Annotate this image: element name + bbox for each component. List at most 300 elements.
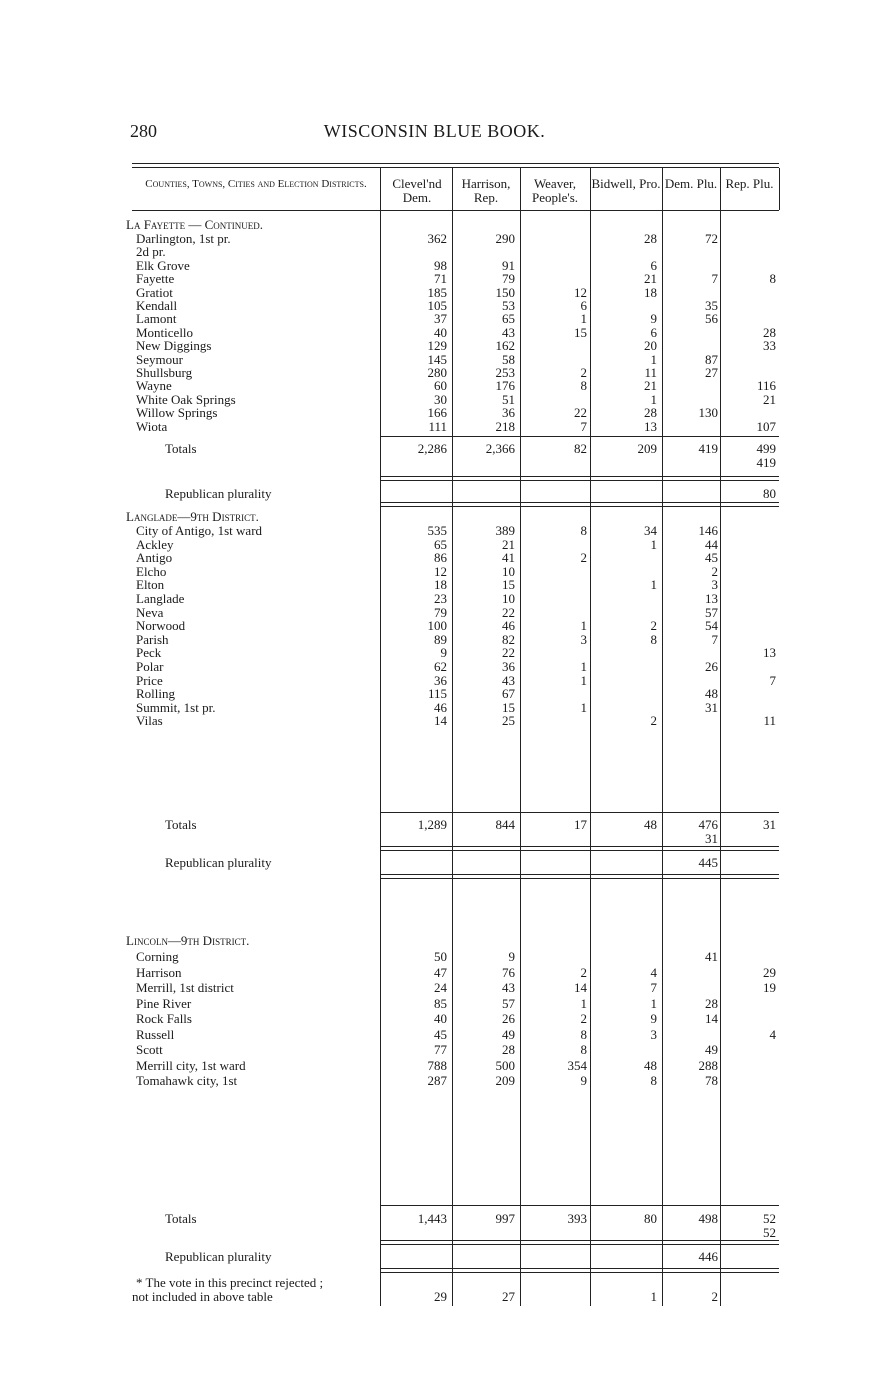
table-row — [0, 1059, 869, 1073]
table-row — [0, 966, 869, 980]
cell-4: 8 — [650, 632, 657, 647]
section-rule — [380, 812, 779, 813]
table-row — [0, 339, 869, 353]
cell-4: 7 — [650, 980, 657, 995]
cell-5: 419 — [698, 441, 718, 456]
cell-3: 393 — [567, 1211, 587, 1226]
row-label: Wayne — [136, 378, 172, 393]
section-title-text: La Fayette — Continued. — [126, 217, 263, 232]
cell-1: 788 — [427, 1058, 447, 1073]
cell-5: 7 — [711, 271, 718, 286]
cell-1: 129 — [427, 338, 447, 353]
cell-1: 40 — [434, 325, 447, 340]
totals-extra-value: 31 — [705, 831, 718, 846]
cell-1: 14 — [434, 713, 447, 728]
cell-3: 12 — [574, 285, 587, 300]
cell-1: 47 — [434, 965, 447, 980]
cell-1: 185 — [427, 285, 447, 300]
section-title — [0, 934, 869, 948]
cell-2: 500 — [495, 1058, 515, 1073]
cell-2: 53 — [502, 298, 515, 313]
table-row — [0, 592, 869, 606]
table-row — [0, 660, 869, 674]
totals-row — [0, 1212, 869, 1226]
cell-3: 2 — [580, 965, 587, 980]
cell-2: 253 — [495, 365, 515, 380]
cell-2: 15 — [502, 700, 515, 715]
table-row — [0, 950, 869, 964]
table-row — [0, 551, 869, 565]
cell-4: 4 — [650, 965, 657, 980]
section-title-text: Lincoln—9th District. — [126, 933, 250, 948]
cell-3: 8 — [580, 1042, 587, 1057]
cell-4: 9 — [650, 311, 657, 326]
cell-3: 17 — [574, 817, 587, 832]
cell-2: 22 — [502, 605, 515, 620]
cell-1: 18 — [434, 577, 447, 592]
cell-3: 1 — [580, 311, 587, 326]
cell-6: 52 — [763, 1211, 776, 1226]
cell-2: 43 — [502, 325, 515, 340]
row-label: Elton — [136, 577, 165, 592]
cell-2: 67 — [502, 686, 515, 701]
totals-row — [0, 442, 869, 456]
cell-5: 288 — [698, 1058, 718, 1073]
row-label: City of Antigo, 1st ward — [136, 523, 263, 538]
cell-3: 354 — [567, 1058, 587, 1073]
row-label: Harrison — [136, 965, 182, 980]
row-label: Merrill, 1st district — [136, 980, 234, 995]
section-title — [0, 510, 869, 524]
plurality-row — [0, 1250, 869, 1264]
table-row — [0, 245, 869, 259]
row-label: Russell — [136, 1027, 175, 1042]
header-rule — [132, 210, 779, 211]
cell-2: 36 — [502, 659, 515, 674]
cell-5: 72 — [705, 231, 718, 246]
cell-2: 26 — [502, 1011, 515, 1026]
cell-5: 476 — [698, 817, 718, 832]
cell-4: 2 — [650, 618, 657, 633]
cell-1: 2,286 — [417, 441, 447, 456]
cell-4: 21 — [644, 378, 657, 393]
top-rule-2 — [132, 167, 779, 168]
cell-5: 35 — [705, 298, 718, 313]
cell-3: 9 — [580, 1073, 587, 1088]
cell-3: 1 — [580, 700, 587, 715]
row-label: Gratiot — [136, 285, 173, 300]
cell-3: 8 — [580, 1027, 587, 1042]
header-harrison: Harrison, Rep. — [461, 176, 511, 205]
cell-1: 40 — [434, 1011, 447, 1026]
cell-1: 86 — [434, 550, 447, 565]
table-row — [0, 997, 869, 1011]
cell-2: 43 — [502, 673, 515, 688]
cell-2: 46 — [502, 618, 515, 633]
table-row — [0, 633, 869, 647]
cell-1: 115 — [427, 686, 447, 701]
top-rule — [132, 163, 779, 164]
cell-1: 24 — [434, 980, 447, 995]
cell-6: 19 — [763, 980, 776, 995]
row-label: Totals — [165, 1211, 197, 1226]
cell-1: 9 — [440, 645, 447, 660]
page-number: 280 — [130, 121, 157, 141]
row-label: Peck — [136, 645, 162, 660]
cell-5: 13 — [705, 591, 718, 606]
plurality-row — [0, 856, 869, 870]
row-label: Rolling — [136, 686, 176, 701]
cell-1: 62 — [434, 659, 447, 674]
row-label: Neva — [136, 605, 164, 620]
cell-4: 6 — [650, 325, 657, 340]
totals-extra — [0, 1226, 869, 1240]
cell-4: 11 — [644, 365, 657, 380]
cell-2: 9 — [508, 949, 515, 964]
cell-2: 176 — [495, 378, 515, 393]
table-row — [0, 232, 869, 246]
cell-2: 997 — [495, 1211, 515, 1226]
cell-4: 3 — [650, 1027, 657, 1042]
cell-6: 11 — [763, 713, 776, 728]
cell-1: 45 — [434, 1027, 447, 1042]
cell-2: 58 — [502, 352, 515, 367]
row-label: Tomahawk city, 1st — [136, 1073, 238, 1088]
cell-4: 9 — [650, 1011, 657, 1026]
cell-5: 31 — [705, 700, 718, 715]
cell-1: 362 — [427, 231, 447, 246]
cell-5: 446 — [698, 1249, 718, 1264]
cell-6: 28 — [763, 325, 776, 340]
cell-6: 8 — [769, 271, 776, 286]
cell-6: 116 — [756, 378, 776, 393]
cell-1: 77 — [434, 1042, 447, 1057]
totals-extra-value: 52 — [763, 1225, 776, 1240]
section-title — [0, 218, 869, 232]
row-label: Totals — [165, 817, 197, 832]
cell-2: 51 — [502, 392, 515, 407]
section-title-text: Langlade—9th District. — [126, 509, 259, 524]
cell-5: 54 — [705, 618, 718, 633]
cell-3: 8 — [580, 378, 587, 393]
totals-extra — [0, 456, 869, 470]
column-divider — [779, 168, 780, 210]
cell-1: 1,289 — [417, 817, 447, 832]
cell-5: 130 — [698, 405, 718, 420]
cell-6: 499 — [756, 441, 776, 456]
cell-4: 21 — [644, 271, 657, 286]
row-label: Corning — [136, 949, 179, 964]
plurality-row — [0, 487, 869, 501]
cell-5: 2 — [711, 564, 718, 579]
cell-3: 2 — [580, 365, 587, 380]
footnote-line1: * The vote in this precinct rejected ; — [136, 1275, 324, 1290]
table-row — [0, 420, 869, 434]
cell-2: 49 — [502, 1027, 515, 1042]
row-label: Monticello — [136, 325, 194, 340]
row-label: Lamont — [136, 311, 177, 326]
row-label: Republican plurality — [165, 486, 272, 501]
section-rule — [380, 502, 779, 503]
cell-4: 34 — [644, 523, 657, 538]
row-label: Summit, 1st pr. — [136, 700, 216, 715]
cell-2: 76 — [502, 965, 515, 980]
cell-2: 15 — [502, 577, 515, 592]
cell-5: 87 — [705, 352, 718, 367]
cell-2: 41 — [502, 550, 515, 565]
cell-2: 389 — [495, 523, 515, 538]
cell-3: 14 — [574, 980, 587, 995]
table-row — [0, 406, 869, 420]
cell-3: 82 — [574, 441, 587, 456]
cell-5: 45 — [705, 550, 718, 565]
row-label: White Oak Springs — [136, 392, 236, 407]
cell-2: 28 — [502, 1042, 515, 1057]
table-row — [0, 379, 869, 393]
cell-2: 162 — [495, 338, 515, 353]
header-cleveland: Clevel'nd Dem. — [392, 176, 442, 205]
cell-4: 1 — [650, 996, 657, 1011]
table-row — [0, 981, 869, 995]
section-rule — [380, 506, 779, 507]
cell-1: 85 — [434, 996, 447, 1011]
table-row — [0, 1074, 869, 1088]
cell-3: 1 — [580, 673, 587, 688]
row-label: Totals — [165, 441, 197, 456]
cell-4: 6 — [650, 258, 657, 273]
row-label: Fayette — [136, 271, 175, 286]
table-row — [0, 619, 869, 633]
cell-5: 56 — [705, 311, 718, 326]
cell-3: 6 — [580, 298, 587, 313]
cell-4: 13 — [644, 419, 657, 434]
row-label: Antigo — [136, 550, 173, 565]
cell-5: 78 — [705, 1073, 718, 1088]
table-row — [0, 578, 869, 592]
cell-6: 7 — [769, 673, 776, 688]
cell-2: 82 — [502, 632, 515, 647]
row-label: Parish — [136, 632, 169, 647]
row-label: Langlade — [136, 591, 185, 606]
cell-6: 4 — [769, 1027, 776, 1042]
cell-5: 48 — [705, 686, 718, 701]
cell-4: 1 — [650, 537, 657, 552]
cell-4: 2 — [650, 713, 657, 728]
cell-1: 60 — [434, 378, 447, 393]
row-label: Shullsburg — [136, 365, 193, 380]
cell-5: 41 — [705, 949, 718, 964]
cell-2: 218 — [495, 419, 515, 434]
table-row — [0, 1028, 869, 1042]
cell-5: 26 — [705, 659, 718, 674]
cell-4: 48 — [644, 1058, 657, 1073]
cell-4: 209 — [637, 441, 657, 456]
cell-4: 20 — [644, 338, 657, 353]
running-title: WISCONSIN BLUE BOOK. — [323, 121, 546, 141]
section-rule — [380, 874, 779, 875]
cell-6: 21 — [763, 392, 776, 407]
cell-1: 12 — [434, 564, 447, 579]
cell-2: 10 — [502, 591, 515, 606]
cell-1: 23 — [434, 591, 447, 606]
cell-2: 65 — [502, 311, 515, 326]
cell-1: 287 — [427, 1073, 447, 1088]
cell-5: 14 — [705, 1011, 718, 1026]
table-row — [0, 1012, 869, 1026]
cell-1: 71 — [434, 271, 447, 286]
header-rep-plu: Rep. Plu. — [725, 176, 774, 191]
cell-6: 107 — [756, 419, 776, 434]
section-rule — [380, 1205, 779, 1206]
row-label: Polar — [136, 659, 164, 674]
row-label: Elcho — [136, 564, 167, 579]
section-rule — [380, 1268, 779, 1269]
section-rule — [380, 436, 779, 437]
cell-6: 33 — [763, 338, 776, 353]
cell-1: 1,443 — [417, 1211, 447, 1226]
cell-3: 7 — [580, 419, 587, 434]
cell-5: 28 — [705, 996, 718, 1011]
cell-5: 498 — [698, 1211, 718, 1226]
cell-4: 1 — [650, 352, 657, 367]
table-row — [0, 312, 869, 326]
cell-3: 15 — [574, 325, 587, 340]
cell-2: 22 — [502, 645, 515, 660]
row-label: New Diggings — [136, 338, 212, 353]
totals-extra-value: 419 — [756, 455, 776, 470]
cell-1: 36 — [434, 673, 447, 688]
cell-3: 1 — [580, 996, 587, 1011]
cell-3: 8 — [580, 523, 587, 538]
header-weaver: Weaver, People's. — [531, 176, 579, 205]
header-dem-plu: Dem. Plu. — [664, 176, 718, 191]
row-label: Ackley — [136, 537, 174, 552]
cell-5: 49 — [705, 1042, 718, 1057]
cell-3: 22 — [574, 405, 587, 420]
cell-1: 145 — [427, 352, 447, 367]
row-label: Merrill city, 1st ward — [136, 1058, 246, 1073]
row-label: Willow Springs — [136, 405, 218, 420]
cell-3: 2 — [580, 550, 587, 565]
cell-4: 28 — [644, 231, 657, 246]
cell-2: 844 — [495, 817, 515, 832]
cell-1: 98 — [434, 258, 447, 273]
row-label: Pine River — [136, 996, 192, 1011]
cell-4: 8 — [650, 1073, 657, 1088]
table-row — [0, 646, 869, 660]
cell-5: 27 — [705, 365, 718, 380]
table-row — [0, 687, 869, 701]
totals-row — [0, 818, 869, 832]
cell-2: 25 — [502, 713, 515, 728]
cell-1: 46 — [434, 700, 447, 715]
cell-2: 36 — [502, 405, 515, 420]
cell-3: 3 — [580, 632, 587, 647]
table-row — [0, 272, 869, 286]
cell-4: 28 — [644, 405, 657, 420]
totals-extra — [0, 832, 869, 846]
cell-6: 13 — [763, 645, 776, 660]
cell-5: 445 — [698, 855, 718, 870]
table-row — [0, 714, 869, 728]
row-label: Darlington, 1st pr. — [136, 231, 231, 246]
cell-2: 290 — [495, 231, 515, 246]
cell-2: 91 — [502, 258, 515, 273]
cell-1: 100 — [427, 618, 447, 633]
cell-1: 79 — [434, 605, 447, 620]
cell-4: 1 — [650, 577, 657, 592]
cell-1: 50 — [434, 949, 447, 964]
cell-4: 80 — [644, 1211, 657, 1226]
cell-1: 105 — [427, 298, 447, 313]
row-label: Rock Falls — [136, 1011, 192, 1026]
header-label: Counties, Towns, Cities and Election Districts. — [145, 178, 367, 190]
cell-5: 146 — [698, 523, 718, 538]
section-rule — [380, 850, 779, 851]
cell-2: 43 — [502, 980, 515, 995]
cell-6: 29 — [763, 965, 776, 980]
cell-1: 65 — [434, 537, 447, 552]
cell-2: 2,366 — [485, 441, 515, 456]
cell-2: 79 — [502, 271, 515, 286]
cell-1: 535 — [427, 523, 447, 538]
cell-1: 280 — [427, 365, 447, 380]
cell-6: 80 — [763, 486, 776, 501]
section-rule — [380, 878, 779, 879]
cell-3: 2 — [580, 1011, 587, 1026]
section-rule — [380, 846, 779, 847]
section-rule — [380, 1244, 779, 1245]
row-label: Norwood — [136, 618, 186, 633]
row-label: 2d pr. — [136, 244, 166, 259]
cell-2: 209 — [495, 1073, 515, 1088]
section-rule — [380, 476, 779, 477]
row-label: Scott — [136, 1042, 163, 1057]
cell-5: 3 — [711, 577, 718, 592]
cell-1: 37 — [434, 311, 447, 326]
cell-1: 111 — [428, 419, 447, 434]
cell-4: 1 — [650, 392, 657, 407]
cell-1: 166 — [427, 405, 447, 420]
cell-3: 1 — [580, 659, 587, 674]
cell-3: 1 — [580, 618, 587, 633]
row-label: Kendall — [136, 298, 178, 313]
row-label: Vilas — [136, 713, 163, 728]
table-row — [0, 1043, 869, 1057]
section-rule — [380, 1272, 779, 1273]
cell-2: 57 — [502, 996, 515, 1011]
cell-6: 31 — [763, 817, 776, 832]
row-label: Price — [136, 673, 163, 688]
row-label: Republican plurality — [165, 855, 272, 870]
row-label: Elk Grove — [136, 258, 190, 273]
cell-4: 18 — [644, 285, 657, 300]
section-rule — [380, 480, 779, 481]
cell-2: 10 — [502, 564, 515, 579]
cell-5: 57 — [705, 605, 718, 620]
cell-1: 89 — [434, 632, 447, 647]
cell-4: 48 — [644, 817, 657, 832]
cell-5: 44 — [705, 537, 718, 552]
table-row — [0, 524, 869, 538]
footnote-line2: not included in above table 29 27 1 2 — [132, 1289, 718, 1304]
cell-1: 30 — [434, 392, 447, 407]
header-bidwell: Bidwell, Pro. — [591, 176, 661, 191]
row-label: Seymour — [136, 352, 183, 367]
cell-2: 21 — [502, 537, 515, 552]
section-rule — [380, 1240, 779, 1241]
cell-2: 150 — [495, 285, 515, 300]
